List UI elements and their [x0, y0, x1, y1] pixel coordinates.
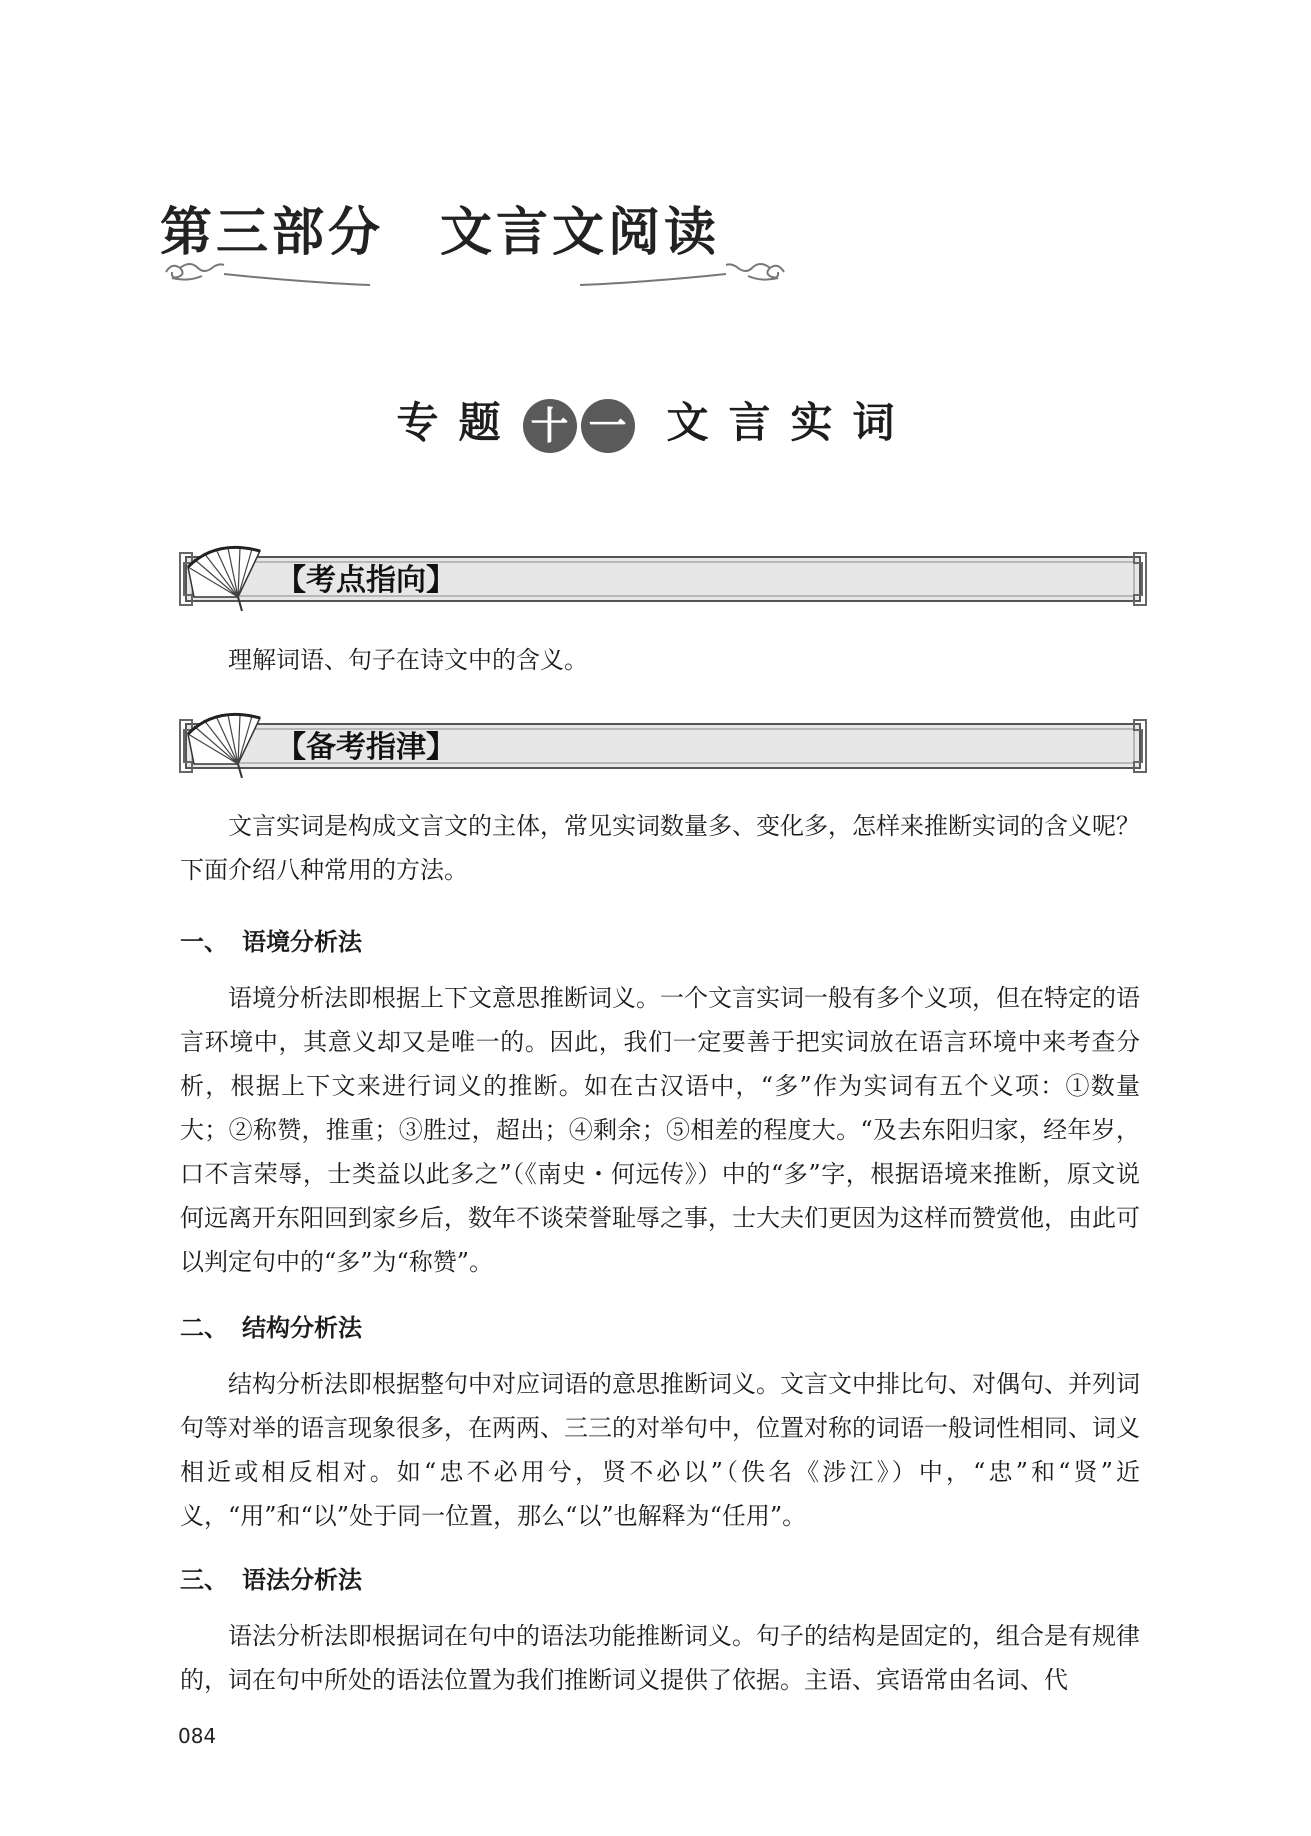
- method-number: 三、: [180, 1566, 228, 1594]
- topic-prefix: 专题: [396, 398, 521, 447]
- part-title: 第三部分 文言文阅读: [159, 202, 720, 263]
- method-title: 语境分析法: [242, 928, 362, 956]
- method-title: 结构分析法: [242, 1314, 362, 1342]
- method-text: 语境分析法即根据上下文意思推断词义。一个文言实词一般有多个义项，但在特定的语言环境中，其意义却又是唯一的。因此，我们一定要善于把实词放在语言环境中来考查分析，根据上下文来进行词义的推断。如在古汉语中，“多”作为实词有五个义项：①数量大；②称赞，推重；③胜过，超出；④剩余；⑤相差的程度大。“及去东阳归家，经年岁，口不言荣辱，士类益以此多之”（《南史・何远传》）中的“多”字，根据语境来推断，原文说何远离开东阳回到家乡后，数年不谈荣誉耻辱之事，士大夫们更因为这样而赞赏他，由此可以判定句中的“多”为“称赞”。: [180, 984, 1140, 1276]
- method-text: 结构分析法即根据整句中对应词语的意思推断词义。文言文中排比句、对偶句、并列词句等对举的语言现象很多，在两两、三三的对举句中，位置对称的词语一般词性相同、词义相近或相反相对。如“忠不必用兮，贤不必以”（佚名《涉江》）中，“忠”和“贤”近义，“用”和“以”处于同一位置，那么“以”也解释为“任用”。: [180, 1370, 1140, 1530]
- topic-number-disc: 十: [523, 399, 577, 453]
- cloud-ornament-icon: [160, 250, 790, 290]
- method-number: 一、: [180, 928, 228, 956]
- method-heading: [180, 922, 362, 957]
- topic-number-disc: 一: [581, 399, 635, 453]
- method-title: 语法分析法: [242, 1566, 362, 1594]
- method-heading: [180, 1560, 362, 1595]
- beikao-intro: 文言实词是构成文言文的主体，常见实词数量多、变化多，怎样来推断实词的含义呢？下面介绍八种常用的方法。: [180, 812, 1140, 884]
- banner-label: 【考点指向】: [276, 563, 456, 598]
- section-banner-kaodian: [178, 545, 1148, 611]
- topic-heading: [0, 390, 1311, 453]
- method-number: 二、: [180, 1314, 228, 1342]
- section-banner-beikao: [178, 712, 1148, 778]
- topic-title: 文言实词: [666, 398, 915, 447]
- page-number: 084: [178, 1724, 217, 1748]
- method-heading: [180, 1308, 362, 1343]
- banner-label: 【备考指津】: [276, 730, 456, 765]
- method-text: 语法分析法即根据词在句中的语法功能推断词义。句子的结构是固定的，组合是有规律的，词在句中所处的语法位置为我们推断词义提供了依据。主语、宾语常由名词、代: [180, 1622, 1140, 1694]
- kaodian-text: 理解词语、句子在诗文中的含义。: [228, 646, 588, 674]
